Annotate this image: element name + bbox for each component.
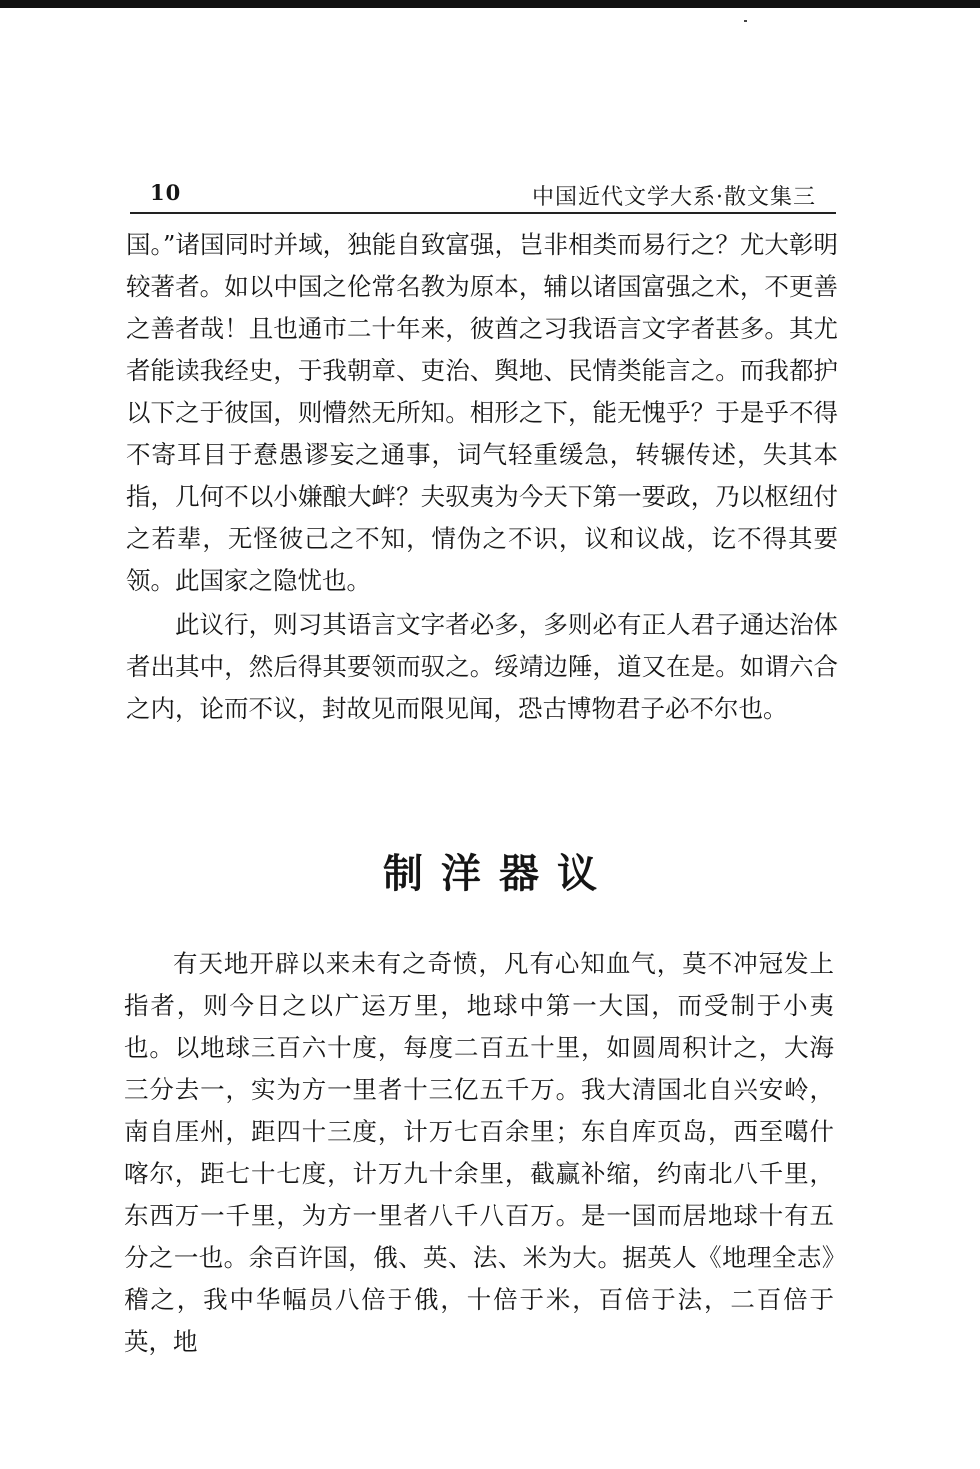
running-title: 中国近代文学大系·散文集三 [532, 185, 816, 210]
second-paragraph: 此议行，则习其语言文字者必多，多则必有正人君子通达治体者出其中，然后得其要领而驭之。绥靖边陲，道又在是。如谓六合之内，论而不议，封故见而限见闻，恐古博物君子必不尔也。 [126, 610, 838, 723]
page-number: 10 [150, 180, 182, 205]
scan-top-border [0, 0, 980, 8]
continuation-paragraph: 国。”诸国同时并域，独能自致富强，岂非相类而易行之？尤大彰明较著者。如以中国之伦常名教为原本，辅以诸国富强之术，不更善之善者哉！且也通市二十年来，彼酋之习我语言文字者甚多。其尤者能读我经史，于我朝章、吏治、舆地、民情类能言之。而我都护以下之于彼国，则懵然无所知。相形之下，能无愧乎？于是乎不得不寄耳目于憃愚谬妄之通事，词气轻重缓急，转辗传述，失其本指，几何不以小嫌酿大衅？夫驭夷为今天下第一要政，乃以枢纽付之若辈，无怪彼己之不知，情伪之不识，议和议战，讫不得其要领。此国家之隐忧也。 [126, 230, 838, 595]
header-rule [130, 212, 836, 214]
scan-speck [744, 20, 747, 22]
section-title: 制洋器议 [383, 850, 615, 897]
section-paragraph: 有天地开辟以来未有之奇愤，凡有心知血气，莫不冲冠发上指者，则今日之以广运万里，地球中第一大国，而受制于小夷也。以地球三百六十度，每度二百五十里，如圆周积计之，大海三分去一，实为方一里者十三亿五千万。我大清国北自兴安岭，南自厓州，距四十三度，计万七百余里；东自库页岛，西至噶什喀尔，距七十七度，计万九十余里，截赢补缩，约南北八千里，东西万一千里，为方一里者八千八百万。是一国而居地球十有五分之一也。余百许国，俄、英、法、米为大。据英人《地理全志》稽之，我中华幅员八倍于俄，十倍于米，百倍于法，二百倍于英，地 [124, 949, 834, 1356]
page-header [130, 178, 840, 214]
